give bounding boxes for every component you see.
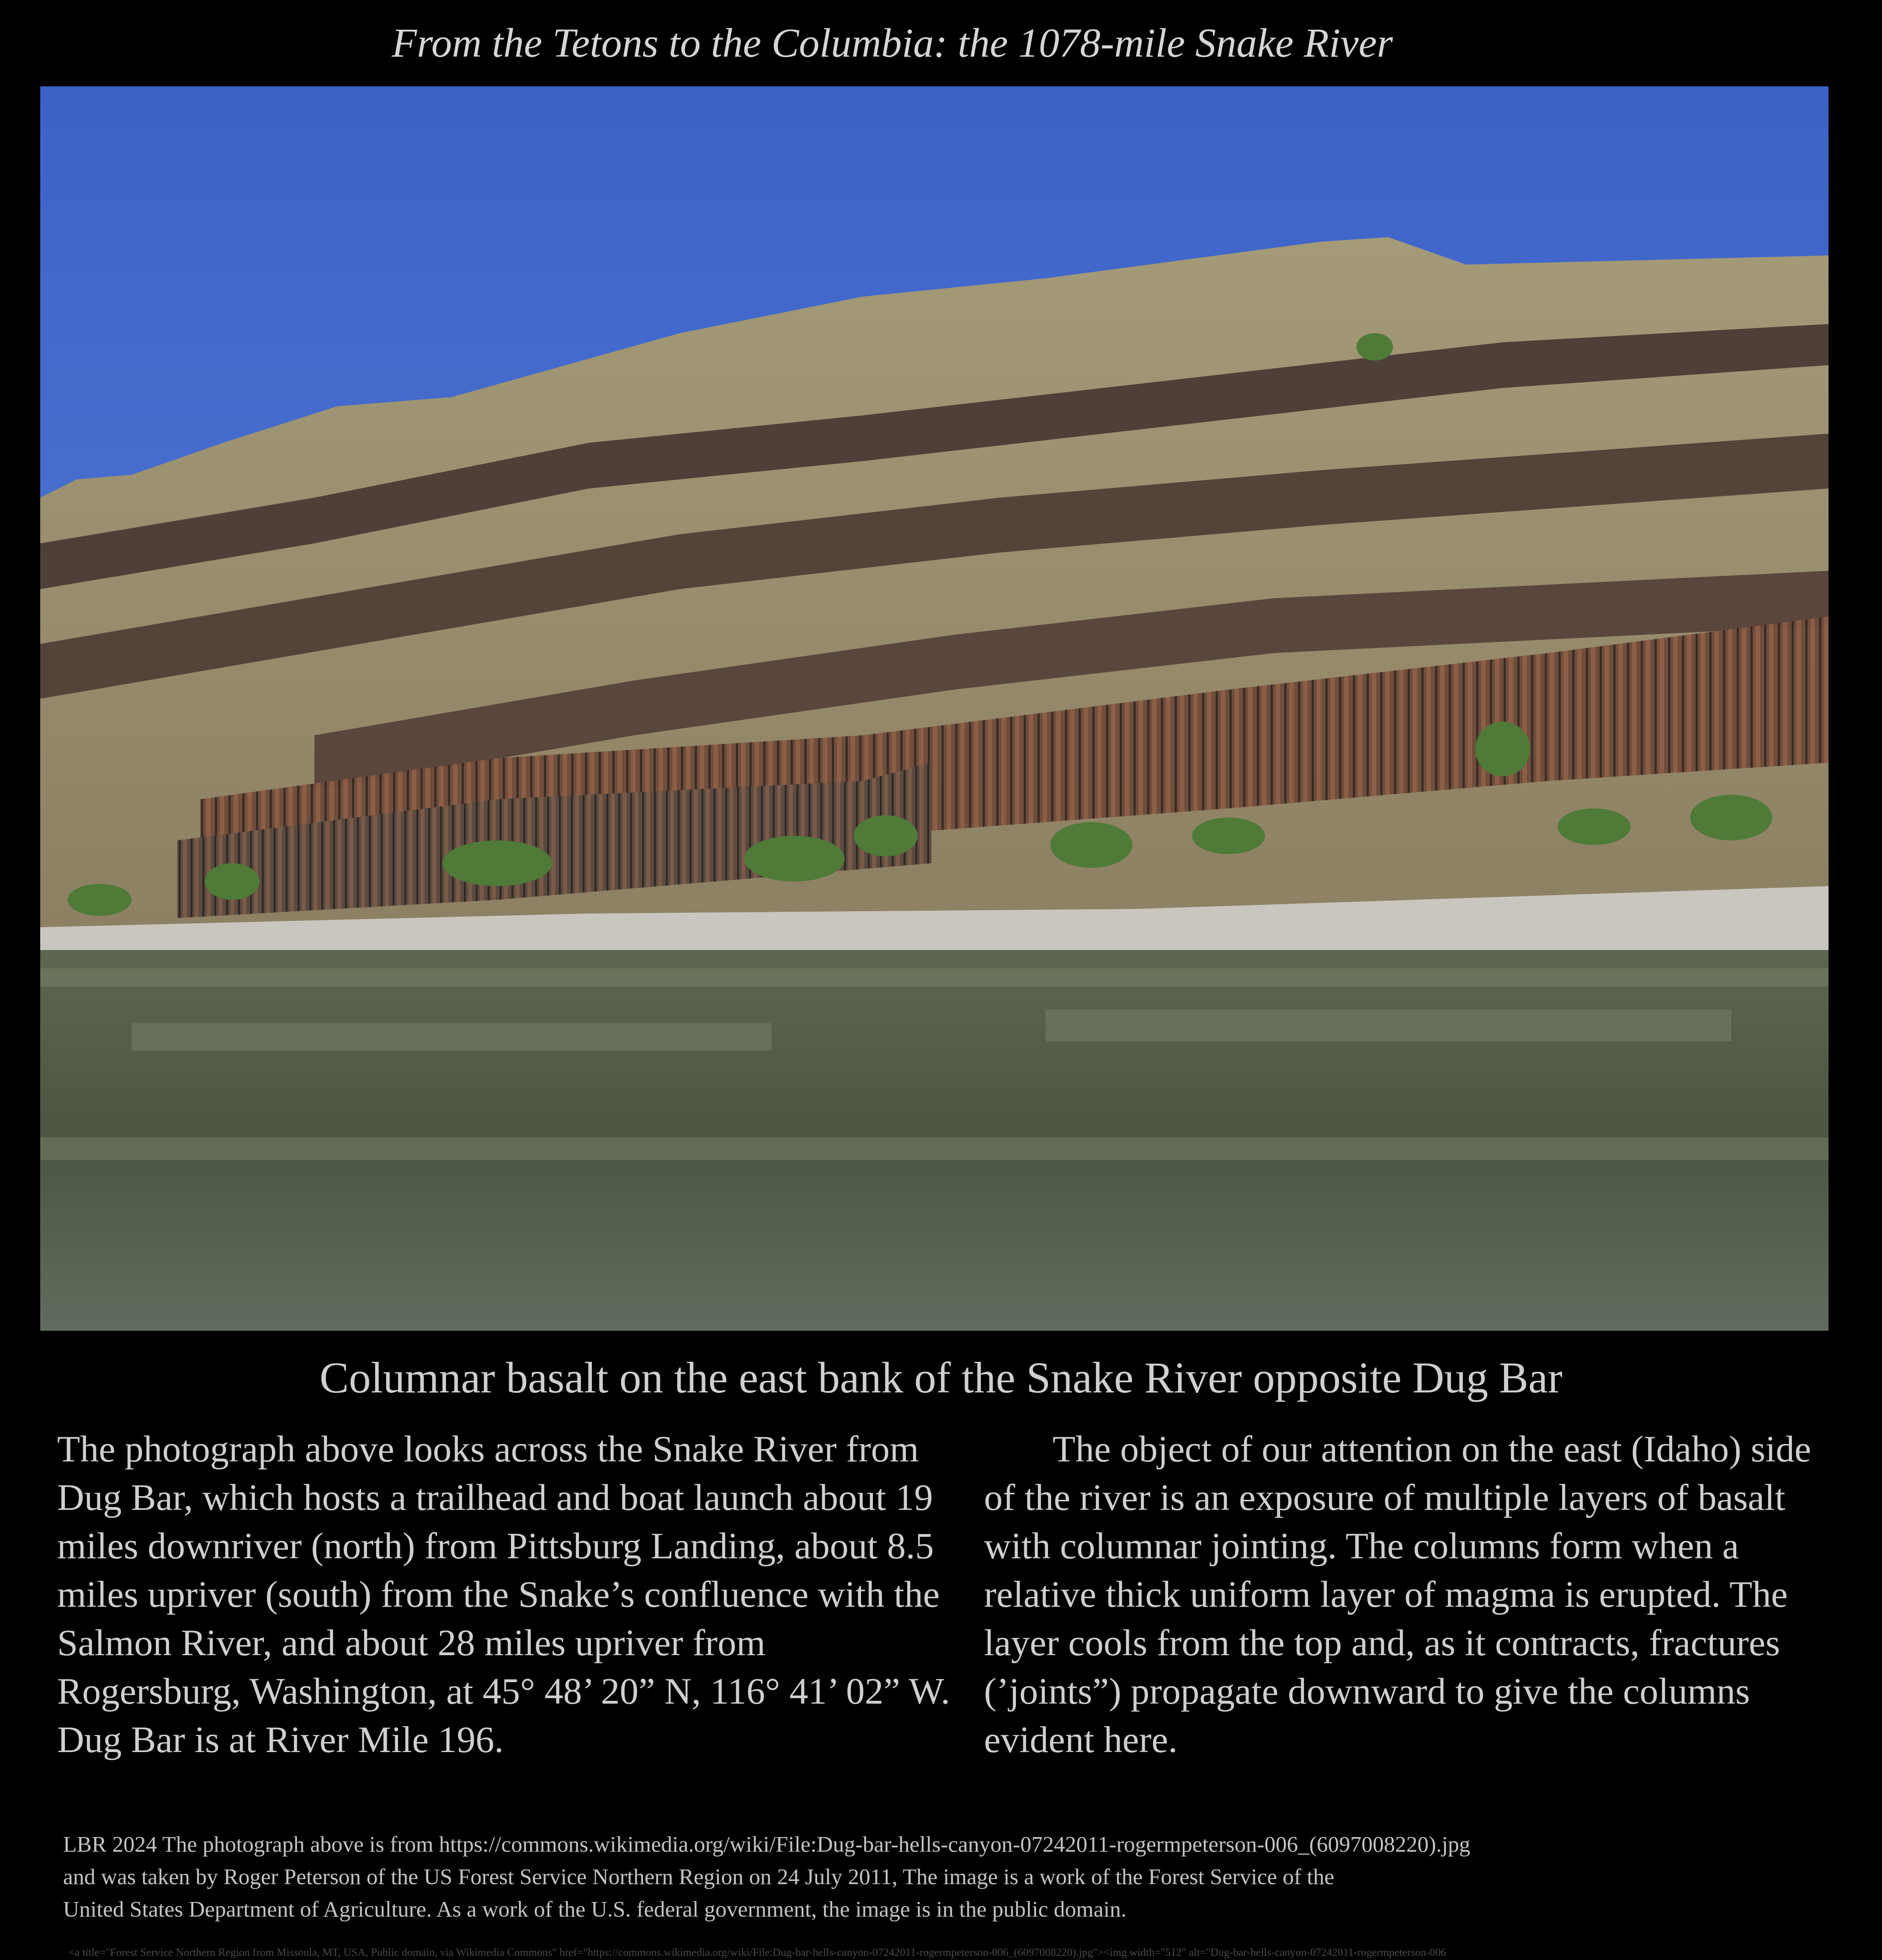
credit-line-2: and was taken by Roger Peterson of the US Forest Service Northern Region on 24 July 2011, The image is a work of the Forest Service of the	[63, 1864, 1334, 1889]
embed-code-text: <a title="Forest Service Northern Region from Missoula, MT, USA, Public domain, via Wikimedia Commons" href="https://commons.wikimedia.org/wiki/File:Dug-bar-hells-canyon-07242011-rogermpeterson-006_(6097008220).jpg"><img width="512" alt="Dug-bar-hells-canyon-07242011-rogermpeterson-006	[69, 1947, 1446, 1959]
description-right	[984, 1425, 1843, 1764]
credit-line-1: LBR 2024 The photograph above is from https://commons.wikimedia.org/wiki/File:Dug-bar-hells-canyon-07242011-rogermpeterson-006_(6097008220).jpg	[63, 1832, 1471, 1857]
river-cliff-photo	[40, 86, 1829, 1331]
page-title: From the Tetons to the Columbia: the 1078-mile Snake River	[392, 21, 1393, 66]
credit-line-3: United States Department of Agriculture. As a work of the U.S. federal government, the image is in the public domain.	[63, 1896, 1127, 1922]
photo-credit	[63, 1828, 1845, 1925]
description-right-text: The object of our attention on the east (Idaho) side of the river is an exposure of multiple layers of basalt with columnar jointing. The columns form when a relative thick uniform layer of magma is erupted. The layer cools from the top and, as it contracts, fractures (’joints”) propagate downward to give the columns evident here.	[984, 1428, 1811, 1760]
description-left: The photograph above looks across the Snake River from Dug Bar, which hosts a trailhead and boat launch about 19 miles downriver (north) from Pittsburg Landing, about 8.5 miles upriver (south) from the Snake’s confluence with the Salmon River, and about 28 miles upriver from Rogersburg, Washington, at 45° 48’ 20” N, 116° 41’ 02” W. Dug Bar is at River Mile 196.	[57, 1428, 950, 1760]
photo-caption: Columnar basalt on the east bank of the Snake River opposite Dug Bar	[319, 1353, 1563, 1402]
